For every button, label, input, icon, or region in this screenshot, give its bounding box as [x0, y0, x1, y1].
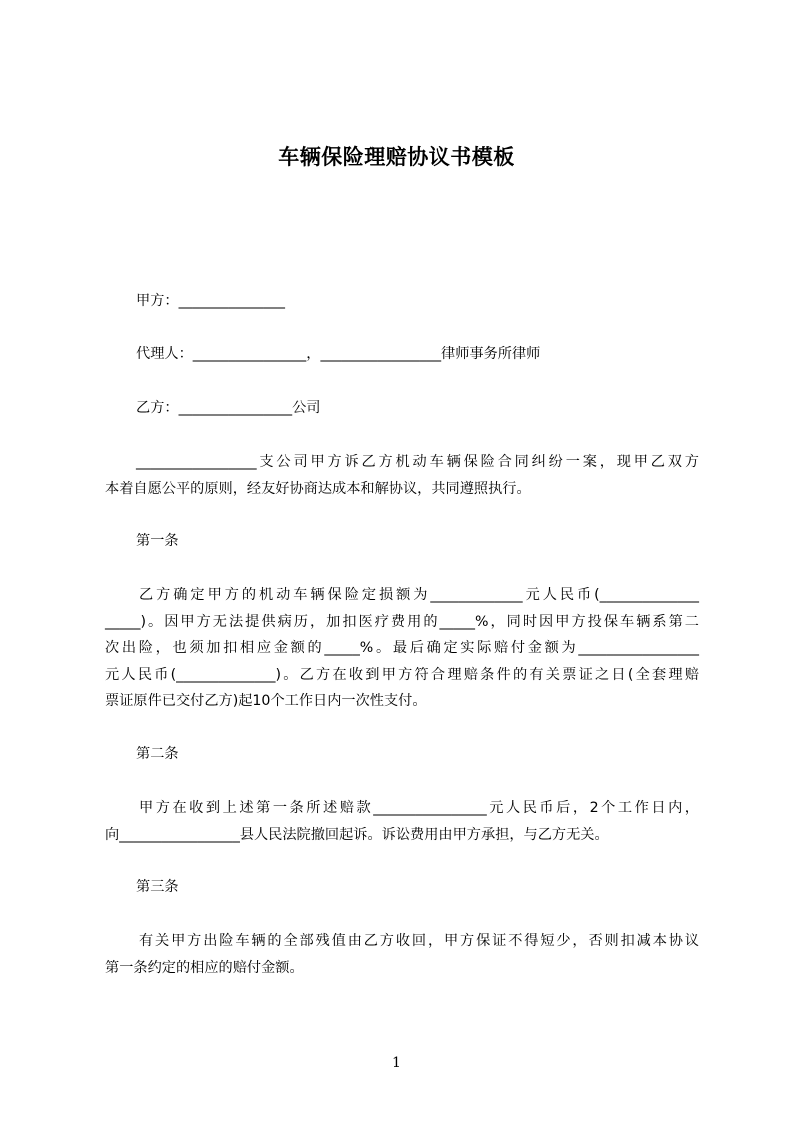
article-1-line: 元人民币(______________)。乙方在收到甲方符合理赔条件的有关票证之日(全套理赔	[105, 666, 699, 683]
article-2-paragraph	[105, 795, 699, 848]
article-3-paragraph	[105, 928, 699, 981]
article-3-line: 第一条约定的相应的赔付金额。	[105, 959, 304, 976]
article-1-line: 票证原件已交付乙方)起10个工作日内一次性支付。	[105, 693, 427, 709]
preamble-paragraph	[105, 449, 699, 502]
article-1-paragraph	[105, 582, 699, 715]
preamble-line: _________________支公司甲方诉乙方机动车辆保险合同纠纷一案，现甲乙双方	[136, 454, 699, 470]
agent-line: 代理人：________________，_________________律师事务所律师	[136, 346, 541, 362]
article-1-line: 次出险，也须加扣相应金额的_____%。最后确定实际赔付金额为_________________	[105, 640, 699, 656]
article-2-line: 向_________________县人民法院撤回起诉。诉讼费用由甲方承担，与乙方无关。	[105, 826, 609, 843]
party-b-line: 乙方：________________公司	[136, 400, 321, 416]
article-3-heading: 第三条	[136, 879, 179, 895]
page-number: 1	[392, 1055, 401, 1071]
article-2-heading: 第二条	[136, 746, 179, 762]
article-2-line: 甲方在收到上述第一条所述赔款________________元人民币后，2个工作日内，	[139, 800, 699, 816]
article-1-line: _____)。因甲方无法提供病历，加扣医疗费用的_____%，同时因甲方投保车辆系第二	[105, 613, 699, 630]
party-a-line: 甲方：_______________	[136, 293, 285, 309]
article-3-line: 有关甲方出险车辆的全部残值由乙方收回，甲方保证不得短少，否则扣减本协议	[139, 933, 699, 949]
article-1-line: 乙方确定甲方的机动车辆保险定损额为_____________元人民币(______________	[139, 587, 699, 603]
preamble-line: 本着自愿公平的原则，经友好协商达成本和解协议，共同遵照执行。	[105, 480, 531, 497]
document-title: 车辆保险理赔协议书模板	[278, 145, 515, 169]
article-1-heading: 第一条	[136, 533, 179, 549]
